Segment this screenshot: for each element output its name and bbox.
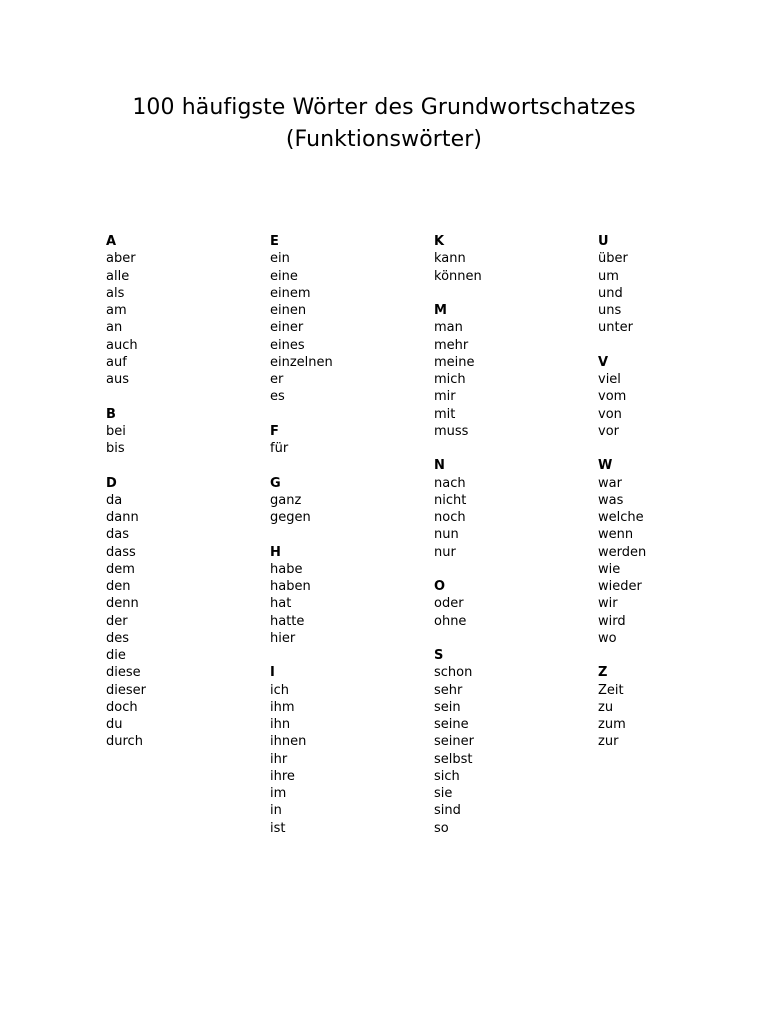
word-item: du xyxy=(106,717,123,732)
letter-heading: H xyxy=(270,544,281,560)
letter-heading: N xyxy=(434,458,445,474)
word-item: ihm xyxy=(270,699,295,715)
word-item: als xyxy=(106,285,125,301)
letter-group-e xyxy=(270,233,420,406)
word-item: was xyxy=(598,492,624,508)
word-item: bis xyxy=(106,441,125,456)
letter-heading: U xyxy=(598,234,609,249)
letter-group-w xyxy=(598,457,748,647)
word-item: sich xyxy=(434,768,460,784)
word-item: mehr xyxy=(434,337,469,353)
word-item: viel xyxy=(598,372,621,387)
word-item: aber xyxy=(106,251,136,267)
word-item: im xyxy=(270,786,287,801)
word-item: den xyxy=(106,579,131,594)
word-item: sein xyxy=(434,699,461,715)
word-item: das xyxy=(106,527,129,543)
word-item: können xyxy=(434,268,482,284)
word-item: zu xyxy=(598,699,614,715)
word-item: selbst xyxy=(434,751,473,767)
word-item: diese xyxy=(106,665,141,681)
word-item: werden xyxy=(598,544,647,560)
letter-group-v xyxy=(598,354,748,440)
word-item: über xyxy=(598,251,628,267)
word-item: mich xyxy=(434,372,466,387)
word-item: um xyxy=(598,268,619,284)
word-item: am xyxy=(106,303,127,318)
word-item: wenn xyxy=(598,527,634,543)
word-item: ich xyxy=(270,682,289,698)
letter-group-d xyxy=(106,475,256,751)
letter-group-h xyxy=(270,544,420,648)
word-column-3 xyxy=(434,233,584,854)
word-item: nicht xyxy=(434,492,467,508)
word-item: sie xyxy=(434,786,453,801)
word-item: da xyxy=(106,492,123,508)
word-item: ihnen xyxy=(270,734,307,750)
letter-heading: Z xyxy=(598,665,608,681)
word-item: mir xyxy=(434,389,456,405)
word-item: eines xyxy=(270,337,305,353)
word-item: nach xyxy=(434,475,466,491)
word-item: doch xyxy=(106,699,138,715)
letter-heading: V xyxy=(598,354,609,370)
word-item: dem xyxy=(106,561,135,577)
letter-group-g xyxy=(270,475,420,527)
word-item: kann xyxy=(434,251,466,267)
word-item: sind xyxy=(434,803,461,819)
word-item: und xyxy=(598,285,623,301)
page-title: 100 häufigste Wörter des Grundwortschatzes xyxy=(132,95,636,120)
word-item: er xyxy=(270,372,284,387)
word-item: des xyxy=(106,630,130,646)
word-item: nur xyxy=(434,544,456,560)
word-item: der xyxy=(106,613,128,629)
word-item: aus xyxy=(106,372,129,387)
letter-heading: S xyxy=(434,648,444,663)
letter-heading: M xyxy=(434,303,447,318)
word-item: unter xyxy=(598,320,633,336)
word-item: vom xyxy=(598,389,627,405)
word-item: für xyxy=(270,441,289,456)
word-item: gegen xyxy=(270,510,311,525)
word-item: sehr xyxy=(434,682,463,698)
word-item: wieder xyxy=(598,579,642,594)
letter-heading: O xyxy=(434,579,446,594)
word-item: ganz xyxy=(270,492,302,508)
word-item: vor xyxy=(598,423,619,439)
word-item: dann xyxy=(106,510,139,525)
word-item: dieser xyxy=(106,682,146,698)
letter-heading: E xyxy=(270,234,279,249)
word-item: zum xyxy=(598,717,626,732)
word-item: haben xyxy=(270,579,311,594)
letter-group-m xyxy=(434,302,584,440)
letter-heading: F xyxy=(270,423,279,439)
word-item: wir xyxy=(598,596,618,612)
word-column-1 xyxy=(106,233,256,768)
letter-heading: B xyxy=(106,406,116,422)
word-item: schon xyxy=(434,665,473,681)
word-item: mit xyxy=(434,406,456,422)
word-item: hat xyxy=(270,596,292,612)
word-item: von xyxy=(598,406,622,422)
word-item: ein xyxy=(270,251,290,267)
word-item: zur xyxy=(598,734,619,750)
word-item: ist xyxy=(270,820,286,836)
letter-heading: W xyxy=(598,458,613,474)
word-item: einzelnen xyxy=(270,354,333,370)
letter-heading: A xyxy=(106,234,117,249)
page-subtitle: (Funktionswörter) xyxy=(285,127,483,152)
word-item: seine xyxy=(434,717,469,732)
letter-group-a xyxy=(106,233,256,388)
word-item: Zeit xyxy=(598,682,624,698)
word-item: oder xyxy=(434,596,464,612)
word-item: bei xyxy=(106,423,126,439)
letter-heading: D xyxy=(106,475,117,491)
word-item: meine xyxy=(434,354,475,370)
letter-group-k xyxy=(434,233,584,285)
letter-group-o xyxy=(434,578,584,630)
word-item: auf xyxy=(106,354,127,370)
letter-group-z xyxy=(598,664,748,750)
word-item: man xyxy=(434,320,463,336)
letter-heading: K xyxy=(434,234,445,249)
word-item: dass xyxy=(106,544,136,560)
word-item: ihre xyxy=(270,768,295,784)
word-item: so xyxy=(434,820,449,836)
word-item: einer xyxy=(270,320,304,336)
letter-group-b xyxy=(106,406,256,458)
word-item: einem xyxy=(270,285,311,301)
word-item: auch xyxy=(106,337,138,353)
word-item: welche xyxy=(598,510,644,525)
word-item: uns xyxy=(598,303,622,318)
word-item: wird xyxy=(598,613,626,629)
word-item: die xyxy=(106,648,126,663)
word-item: ihr xyxy=(270,751,288,767)
word-item: habe xyxy=(270,561,303,577)
word-column-4 xyxy=(598,233,748,768)
word-item: durch xyxy=(106,734,143,750)
word-item: ihn xyxy=(270,717,291,732)
word-item: eine xyxy=(270,268,298,284)
word-item: ohne xyxy=(434,613,467,629)
letter-group-s xyxy=(434,647,584,837)
word-item: muss xyxy=(434,423,469,439)
letter-heading: G xyxy=(270,475,281,491)
word-item: hatte xyxy=(270,613,305,629)
letter-group-n xyxy=(434,457,584,561)
word-item: an xyxy=(106,320,123,336)
word-item: seiner xyxy=(434,734,474,750)
word-item: hier xyxy=(270,630,296,646)
letter-group-u xyxy=(598,233,748,337)
letter-heading: I xyxy=(270,665,275,681)
word-item: denn xyxy=(106,596,139,612)
word-item: einen xyxy=(270,303,307,318)
word-item: in xyxy=(270,803,282,819)
word-column-2 xyxy=(270,233,420,854)
letter-group-i xyxy=(270,664,420,837)
word-item: war xyxy=(598,475,622,491)
word-item: alle xyxy=(106,268,130,284)
word-item: wo xyxy=(598,630,617,646)
letter-group-f xyxy=(270,423,420,458)
word-item: wie xyxy=(598,561,621,577)
word-item: nun xyxy=(434,527,459,543)
word-item: noch xyxy=(434,510,466,525)
word-item: es xyxy=(270,389,285,405)
